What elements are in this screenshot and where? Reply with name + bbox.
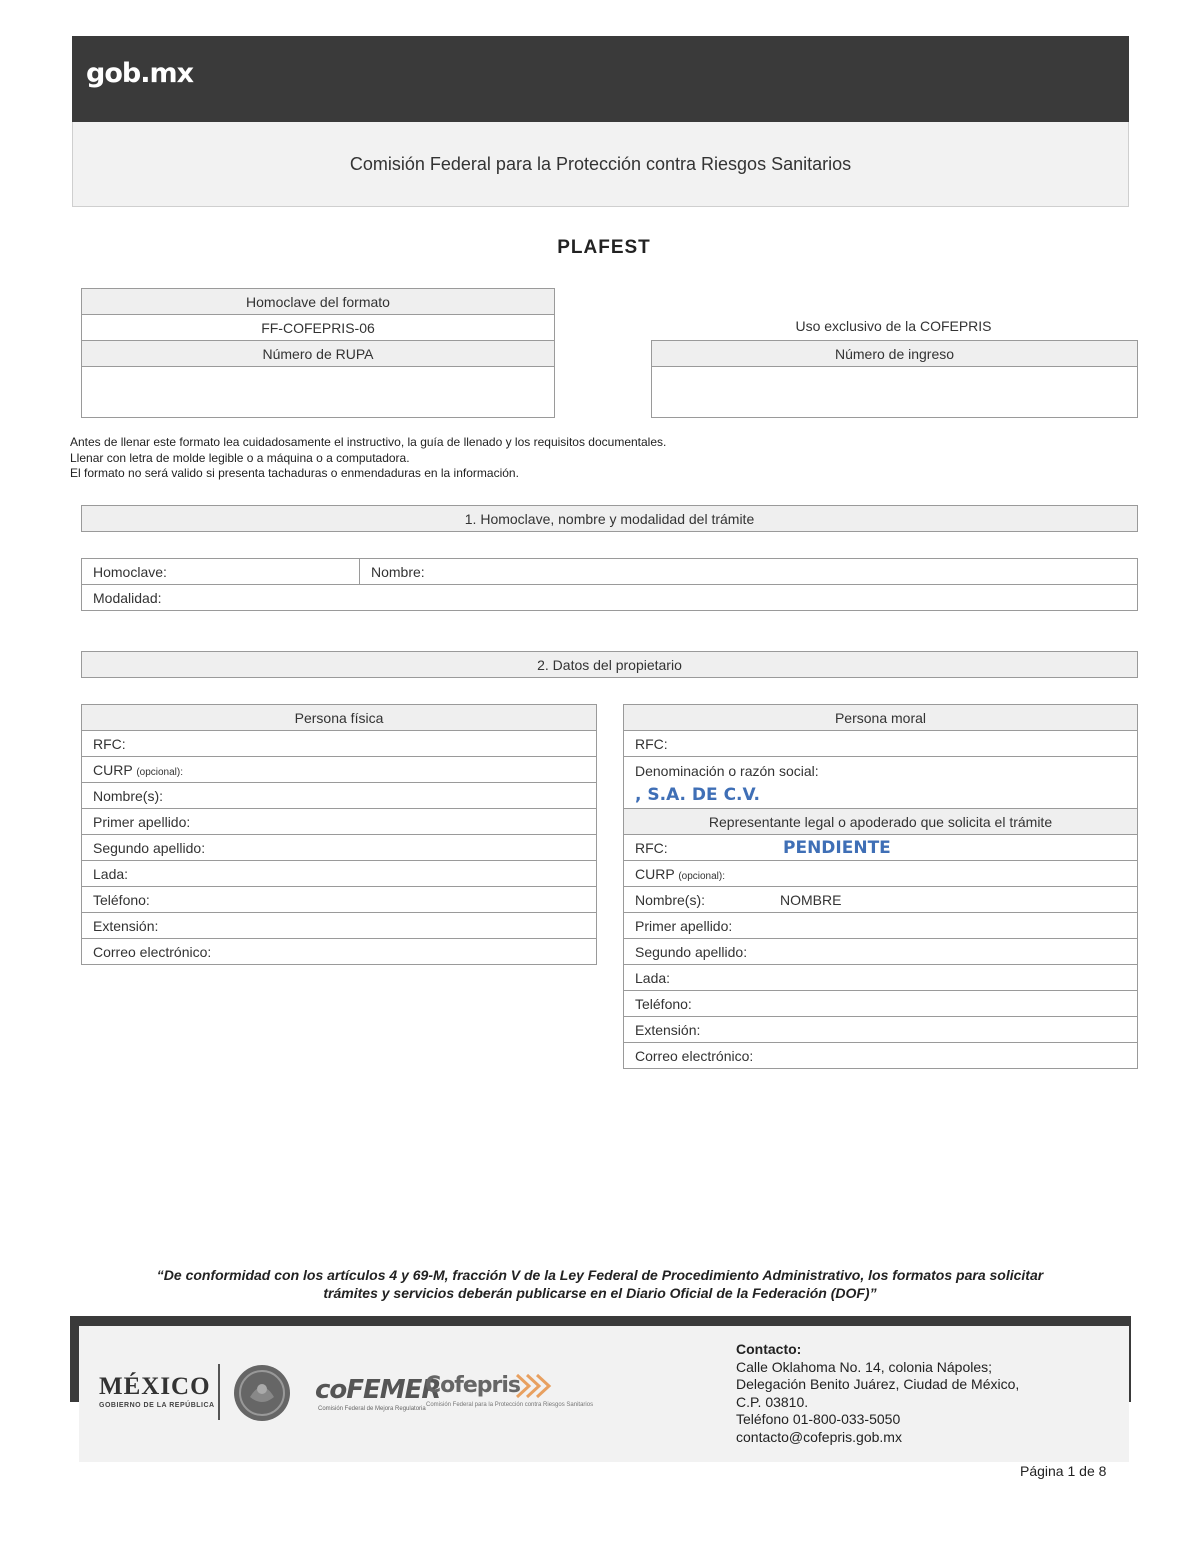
persona-moral-table	[623, 704, 1138, 1069]
mexico-logo-subtitle: GOBIERNO DE LA REPÚBLICA	[99, 1402, 215, 1409]
national-seal-icon	[232, 1363, 292, 1423]
modalidad-field[interactable]: Modalidad:	[82, 585, 1138, 611]
logo-divider	[218, 1364, 220, 1420]
cofepris-logo-subtitle: Comisión Federal para la Protección contra Riesgos Sanitarios	[426, 1402, 594, 1408]
rep-extension-field[interactable]: Extensión:	[624, 1017, 1138, 1043]
persona-fisica-table	[81, 704, 597, 965]
rep-correo-field[interactable]: Correo electrónico:	[624, 1043, 1138, 1069]
fisica-curp-label: CURP	[93, 761, 133, 778]
fisica-extension-field[interactable]: Extensión:	[82, 913, 597, 939]
moral-denominacion-label: Denominación o razón social:	[635, 762, 819, 779]
rupa-label: Número de RUPA	[82, 341, 555, 367]
cofepris-logo: Cofepris	[425, 1373, 520, 1398]
header-bar	[72, 36, 1129, 122]
fisica-telefono-field[interactable]: Teléfono:	[82, 887, 597, 913]
rep-nombres-field[interactable]	[624, 887, 1138, 913]
rep-curp-field[interactable]	[624, 861, 1138, 887]
section-2-title: 2. Datos del propietario	[537, 656, 682, 673]
moral-denominacion-value: , S.A. DE C.V.	[635, 784, 760, 805]
cofemer-logo: coFEMER	[315, 1375, 441, 1405]
fisica-nombres-field[interactable]: Nombre(s):	[82, 783, 597, 809]
rep-segundo-apellido-field[interactable]: Segundo apellido:	[624, 939, 1138, 965]
fisica-correo-field[interactable]: Correo electrónico:	[82, 939, 597, 965]
section-2-header	[81, 651, 1138, 678]
nombre-field[interactable]: Nombre:	[360, 559, 1138, 585]
fisica-rfc-field[interactable]: RFC:	[82, 731, 597, 757]
section-1-table	[81, 558, 1138, 611]
contact-email[interactable]: contacto@cofepris.gob.mx	[736, 1428, 902, 1445]
moral-rfc-field[interactable]: RFC:	[624, 731, 1138, 757]
rep-nombres-label: Nombre(s):	[635, 891, 706, 908]
fisica-curp-field[interactable]	[82, 757, 597, 783]
rep-nombres-value: NOMBRE	[780, 891, 842, 908]
legal-quote	[60, 1266, 1140, 1302]
persona-moral-title: Persona moral	[624, 705, 1138, 731]
ingreso-field[interactable]	[652, 367, 1138, 418]
gob-mx-logo[interactable]: gob.mx	[86, 58, 194, 89]
rupa-field[interactable]	[82, 367, 555, 418]
rep-curp-note: (opcional):	[678, 870, 726, 882]
rep-rfc-field[interactable]	[624, 835, 1138, 861]
persona-fisica-title: Persona física	[82, 705, 597, 731]
ingreso-label: Número de ingreso	[652, 341, 1138, 367]
page-number: Página 1 de 8	[1020, 1463, 1107, 1479]
legal-quote-line: trámites y servicios deberán publicarse en el Diario Oficial de la Federación (DOF)”	[323, 1285, 877, 1301]
mexico-logo: MÉXICO	[99, 1373, 211, 1400]
rep-curp-label: CURP	[635, 865, 675, 882]
instruction-line: Antes de llenar este formato lea cuidadosamente el instructivo, la guía de llenado y los requisitos documentales.	[70, 435, 667, 449]
contact-address: Calle Oklahoma No. 14, colonia Nápoles;	[736, 1358, 993, 1375]
contact-phone: Teléfono 01-800-033-5050	[736, 1411, 901, 1427]
agency-name: Comisión Federal para la Protección contra Riesgos Sanitarios	[349, 153, 852, 174]
instruction-line: El formato no será valido si presenta tachaduras o enmendaduras en la información.	[70, 466, 519, 480]
section-1-title: 1. Homoclave, nombre y modalidad del trámite	[464, 510, 755, 527]
cofepris-use-label: Uso exclusivo de la COFEPRIS	[795, 318, 992, 334]
agency-banner	[72, 122, 1129, 207]
instructions	[70, 435, 666, 482]
homoclave-format-label: Homoclave del formato	[82, 289, 555, 315]
legal-quote-line: “De conformidad con los artículos 4 y 69-M, fracción V de la Ley Federal de Procedimiento Administrativo, los formatos para solicitar	[156, 1267, 1044, 1283]
rep-lada-field[interactable]: Lada:	[624, 965, 1138, 991]
rep-primer-apellido-field[interactable]: Primer apellido:	[624, 913, 1138, 939]
cofepris-table	[651, 340, 1138, 418]
format-info-table	[81, 288, 555, 418]
section-1-header	[81, 505, 1138, 532]
cofemer-logo-subtitle: Comisión Federal de Mejora Regulatoria	[318, 1406, 426, 1412]
representante-title: Representante legal o apoderado que solicita el trámite	[624, 809, 1138, 835]
homoclave-format-value: FF-COFEPRIS-06	[82, 315, 555, 341]
rep-telefono-field[interactable]: Teléfono:	[624, 991, 1138, 1017]
fisica-segundo-apellido-field[interactable]: Segundo apellido:	[82, 835, 597, 861]
contact-address: Delegación Benito Juárez, Ciudad de México,	[736, 1376, 1020, 1392]
moral-denominacion-field[interactable]	[624, 757, 1138, 809]
document-title: PLAFEST	[557, 237, 651, 258]
contact-block	[736, 1341, 1019, 1446]
instruction-line: Llenar con letra de molde legible o a máquina o a computadora.	[70, 450, 410, 465]
fisica-curp-note: (opcional):	[136, 766, 184, 778]
contact-postal: C.P. 03810.	[736, 1393, 809, 1410]
fisica-lada-field[interactable]: Lada:	[82, 861, 597, 887]
homoclave-field[interactable]: Homoclave:	[82, 559, 360, 585]
rep-rfc-value: PENDIENTE	[783, 837, 891, 858]
rep-rfc-label: RFC:	[635, 839, 668, 856]
contact-title: Contacto:	[736, 1341, 802, 1357]
fisica-primer-apellido-field[interactable]: Primer apellido:	[82, 809, 597, 835]
cofepris-arrow-icon	[515, 1373, 555, 1399]
